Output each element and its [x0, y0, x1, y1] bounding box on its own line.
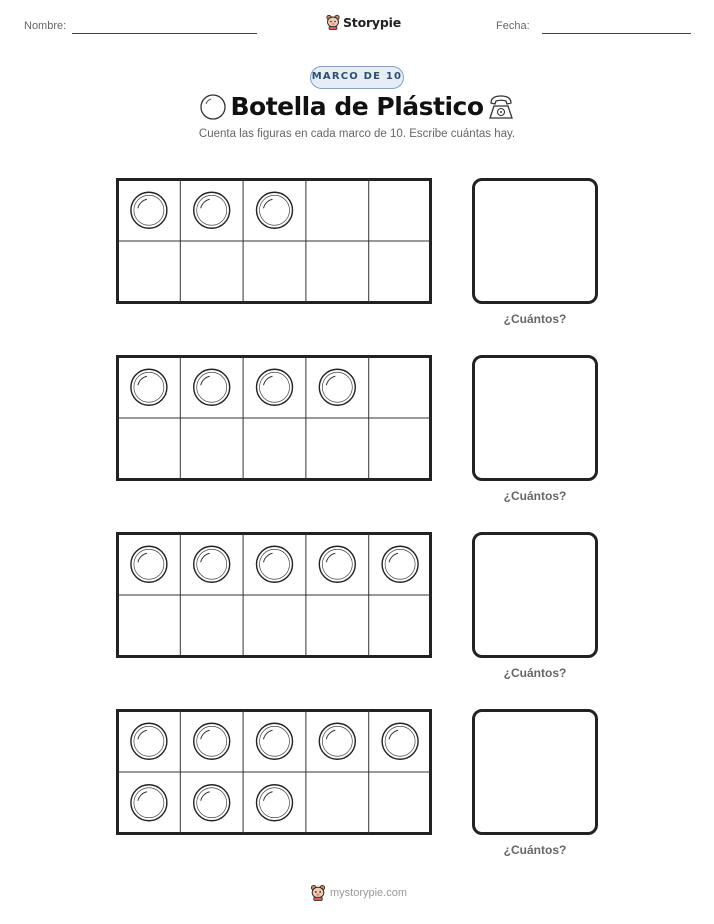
bubble-counter: [131, 369, 167, 405]
answer-prompt-1: ¿Cuántos?: [503, 312, 567, 326]
footer: [310, 884, 407, 901]
answer-box-3[interactable]: [472, 532, 598, 658]
bubble-counter: [382, 546, 418, 582]
bubble-counter: [257, 192, 293, 228]
answer-box-2[interactable]: [472, 355, 598, 481]
bubble-counter: [194, 785, 230, 821]
bubble-counter: [194, 192, 230, 228]
ten-frame-2: [116, 355, 432, 481]
bubble-counter: [131, 192, 167, 228]
brand-name: Storypie: [343, 14, 401, 30]
name-line[interactable]: [72, 33, 257, 34]
bubble-counter: [131, 785, 167, 821]
answer-prompt-3: ¿Cuántos?: [503, 666, 567, 680]
date-label: Fecha:: [496, 20, 530, 32]
storypie-mascot-icon: [310, 884, 326, 901]
page-title: Botella de Plástico: [230, 92, 484, 121]
footer-url: mystorypie.com: [330, 886, 408, 899]
worksheet-type-badge: MARCO DE 10: [310, 66, 404, 89]
storypie-logo: [326, 14, 401, 30]
bubble-counter: [319, 546, 355, 582]
answer-box-4[interactable]: [472, 709, 598, 835]
instructions: Cuenta las figuras en cada marco de 10. Escribe cuántas hay.: [198, 128, 516, 140]
ten-frame-3: [116, 532, 432, 658]
bubble-counter: [257, 546, 293, 582]
name-label: Nombre:: [24, 20, 67, 32]
answer-box-1[interactable]: [472, 178, 598, 304]
bubble-counter: [319, 369, 355, 405]
ten-frame-1: [116, 178, 432, 304]
answer-prompt-4: ¿Cuántos?: [503, 843, 567, 857]
bubble-counter: [257, 369, 293, 405]
bubble-counter: [194, 723, 230, 759]
bubble-counter: [257, 785, 293, 821]
bubble-counter: [131, 723, 167, 759]
ten-frame-4: [116, 709, 432, 835]
answer-prompt-2: ¿Cuántos?: [503, 489, 567, 503]
bubble-counter: [194, 369, 230, 405]
telephone-icon: [485, 91, 517, 123]
bubble-counter: [319, 723, 355, 759]
bubble-counter: [382, 723, 418, 759]
bubble-counter: [257, 723, 293, 759]
storypie-mascot-icon: [326, 14, 340, 30]
date-line[interactable]: [542, 33, 691, 34]
bubble-counter: [131, 546, 167, 582]
bubble-counter: [194, 546, 230, 582]
